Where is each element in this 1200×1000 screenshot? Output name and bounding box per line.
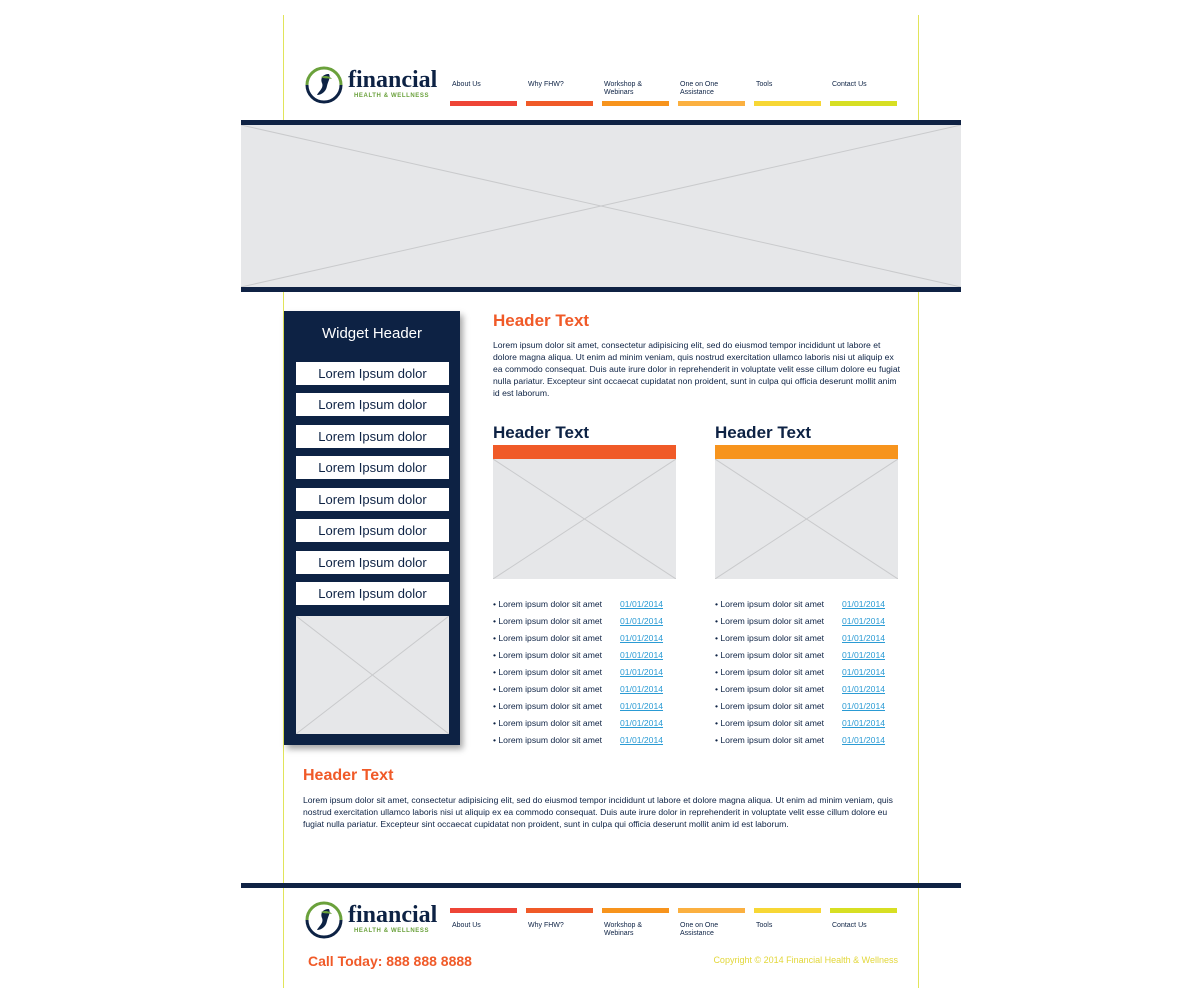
list-item [715,616,905,628]
list-item [715,718,905,730]
list-item [493,718,683,730]
footer-nav-item-about-us[interactable] [450,908,517,934]
date-link[interactable]: 01/01/2014 [620,599,664,609]
nav-label: Workshop & Webinars [604,922,642,937]
nav-item-tools[interactable] [754,80,821,106]
main-paragraph: Lorem ipsum dolor sit amet, consectetur adipisicing elit, sed do eiusmod tempor incididunt ut labore et dolore magna aliqua. Ut enim ad minim veniam, quis nostrud exercitation ullamco laboris nisi ut aliquip ex ea commodo consequat. Duis aute irure dolor in reprehenderit in voluptate velit esse cillum dolore eu fugiat nulla pariatur. Excepteur sint occaecat cupidatat non proident, sunt in culpa qui officia deserunt mollit anim id est laborum. [493,340,900,398]
nav-label: Tools [756,81,773,88]
list-item [715,650,905,662]
nav-color-bar [830,908,897,913]
list-item [493,616,683,628]
widget-link-button[interactable]: Lorem Ipsum dolor [296,582,449,605]
date-link[interactable]: 01/01/2014 [620,735,664,745]
bottom-section-paragraph: Lorem ipsum dolor sit amet, consectetur adipisicing elit, sed do eiusmod tempor incididunt ut labore et dolore magna aliqua. Ut enim ad minim veniam, quis nostrud exercitation ullamco laboris nisi ut aliquip ex ea commodo consequat. Duis aute irure dolor in reprehenderit in voluptate velit esse cillum dolore eu fugiat nulla pariatur. Excepteur sint occaecat cupidatat non proident, sunt in culpa qui officia deserunt mollit anim id est laborum. [303,795,893,829]
list-item-text: • Lorem ipsum dolor sit amet [715,667,825,677]
nav-label: Contact Us [832,922,867,929]
bottom-section-header: Header Text [303,767,394,784]
date-link[interactable]: 01/01/2014 [620,684,664,694]
widget-link-button[interactable]: Lorem Ipsum dolor [296,456,449,479]
date-link[interactable]: 01/01/2014 [842,684,886,694]
nav-label: One on One Assistance [680,922,719,937]
date-link[interactable]: 01/01/2014 [842,667,886,677]
nav-color-bar [602,101,669,106]
list-item-text: • Lorem ipsum dolor sit amet [715,633,825,643]
list-item-text: • Lorem ipsum dolor sit amet [493,684,603,694]
list-item [715,667,905,679]
date-link[interactable]: 01/01/2014 [620,650,664,660]
list-item [493,650,683,662]
card-2-header: Header Text [715,423,812,442]
nav-color-bar [526,908,593,913]
list-item [715,599,905,611]
nav-item-workshop-webinars[interactable] [602,80,669,106]
date-link[interactable]: 01/01/2014 [620,633,664,643]
nav-color-bar [754,101,821,106]
top-nav [450,80,900,106]
date-link[interactable]: 01/01/2014 [842,701,886,711]
widget-link-button[interactable]: Lorem Ipsum dolor [296,425,449,448]
list-item-text: • Lorem ipsum dolor sit amet [715,650,825,660]
list-item-text: • Lorem ipsum dolor sit amet [715,616,825,626]
date-link[interactable]: 01/01/2014 [620,718,664,728]
logo-wordmark: financial [348,67,438,93]
nav-label: About Us [452,81,481,88]
list-item [493,684,683,696]
logo-tagline: HEALTH & WELLNESS [354,928,430,934]
nav-color-bar [830,101,897,106]
date-link[interactable]: 01/01/2014 [620,616,664,626]
widget-link-button[interactable]: Lorem Ipsum dolor [296,519,449,542]
image-placeholder-icon [493,459,676,579]
list-item-text: • Lorem ipsum dolor sit amet [715,684,825,694]
card-1-color-bar [493,445,676,459]
list-item-text: • Lorem ipsum dolor sit amet [493,718,603,728]
date-link[interactable]: 01/01/2014 [842,633,886,643]
nav-color-bar [602,908,669,913]
nav-item-one-on-one[interactable] [678,80,745,106]
list-item [715,735,905,747]
card-2-color-bar [715,445,898,459]
nav-color-bar [678,101,745,106]
list-item-text: • Lorem ipsum dolor sit amet [493,701,603,711]
image-placeholder-icon [241,125,961,287]
list-item-text: • Lorem ipsum dolor sit amet [715,718,825,728]
nav-item-contact-us[interactable] [830,80,897,106]
nav-label: Why FHW? [528,922,564,929]
nav-color-bar [678,908,745,913]
logo-mark-icon [305,901,343,939]
widget-link-button[interactable]: Lorem Ipsum dolor [296,551,449,574]
nav-color-bar [450,908,517,913]
logo-wordmark: financial [348,902,438,928]
list-item-text: • Lorem ipsum dolor sit amet [715,599,825,609]
list-item-text: • Lorem ipsum dolor sit amet [493,735,603,745]
footer-rule [241,883,961,888]
list-item-text: • Lorem ipsum dolor sit amet [493,667,603,677]
footer-nav [450,908,900,937]
widget-header: Widget Header [321,325,423,342]
footer-nav-item-contact-us[interactable] [830,908,897,934]
nav-label: Tools [756,922,773,929]
list-item [715,684,905,696]
logo-mark-icon [305,66,343,104]
nav-item-why-fhw[interactable] [526,80,593,106]
date-link[interactable]: 01/01/2014 [620,667,664,677]
list-item-text: • Lorem ipsum dolor sit amet [715,701,825,711]
nav-color-bar [754,908,821,913]
date-link[interactable]: 01/01/2014 [842,616,886,626]
hero-bottom-rule [241,287,961,292]
nav-label: Contact Us [832,81,867,88]
date-link[interactable]: 01/01/2014 [842,650,886,660]
nav-label: Workshop & Webinars [604,81,642,96]
nav-label: Why FHW? [528,81,564,88]
card-2-image-placeholder [715,459,898,579]
call-today-phone[interactable]: Call Today: 888 888 8888 [308,953,472,969]
header-logo[interactable] [305,66,438,106]
list-item-text: • Lorem ipsum dolor sit amet [715,735,825,745]
date-link[interactable]: 01/01/2014 [842,735,886,745]
list-item-text: • Lorem ipsum dolor sit amet [493,599,603,609]
list-item-text: • Lorem ipsum dolor sit amet [493,616,603,626]
image-placeholder-icon [296,616,449,734]
nav-item-about-us[interactable] [450,80,517,106]
date-link[interactable]: 01/01/2014 [842,599,886,609]
widget-link-button[interactable]: Lorem Ipsum dolor [296,362,449,385]
nav-label: About Us [452,922,481,929]
list-item [715,633,905,645]
card-1-header: Header Text [493,423,590,442]
card-1-image-placeholder [493,459,676,579]
list-item [493,599,683,611]
sidebar-widget [284,311,460,745]
list-item [493,633,683,645]
date-link[interactable]: 01/01/2014 [620,701,664,711]
list-item [715,701,905,713]
nav-label: One on One Assistance [680,81,719,96]
footer-logo[interactable] [305,901,438,941]
footer-nav-item-tools[interactable] [754,908,821,934]
logo-tagline: HEALTH & WELLNESS [354,93,430,99]
list-item [493,667,683,679]
nav-color-bar [526,101,593,106]
footer-nav-item-why-fhw[interactable] [526,908,593,934]
list-item-text: • Lorem ipsum dolor sit amet [493,650,603,660]
nav-color-bar [450,101,517,106]
footer-nav-item-workshop-webinars[interactable] [602,908,669,937]
image-placeholder-icon [715,459,898,579]
copyright-text: Copyright © 2014 Financial Health & Wellness [713,955,898,965]
hero-image-placeholder [241,125,961,287]
list-item [493,735,683,747]
main-header: Header Text [493,311,590,330]
widget-link-button[interactable]: Lorem Ipsum dolor [296,393,449,416]
footer-nav-item-one-on-one[interactable] [678,908,745,937]
widget-image-placeholder [296,616,449,734]
list-item-text: • Lorem ipsum dolor sit amet [493,633,603,643]
date-link[interactable]: 01/01/2014 [842,718,886,728]
widget-link-button[interactable]: Lorem Ipsum dolor [296,488,449,511]
list-item [493,701,683,713]
